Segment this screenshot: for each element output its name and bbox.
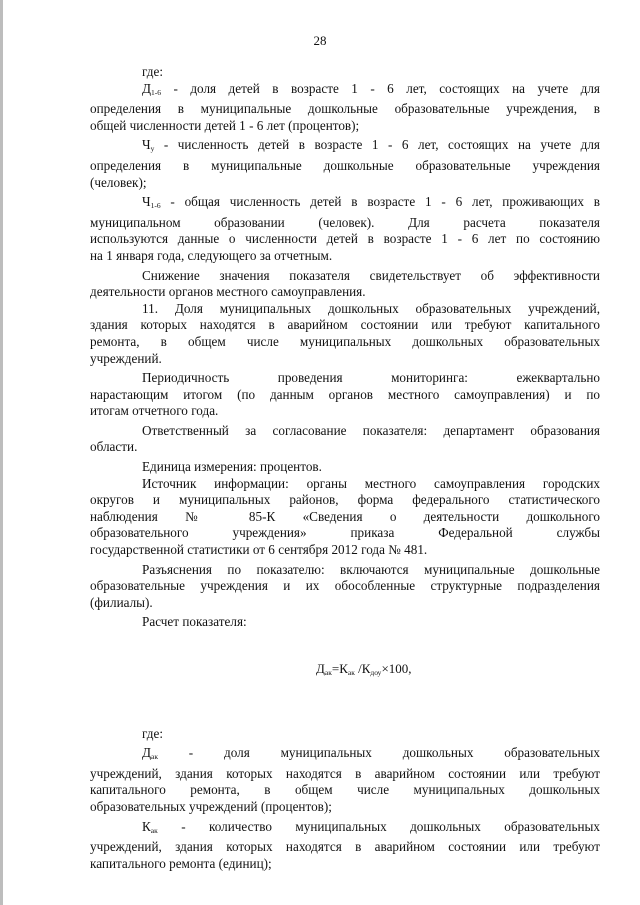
def-kak-line-3: капитального ремонта (единиц); [90, 855, 272, 871]
def-chu-line-3: (человек); [90, 174, 147, 190]
def-d-line-3: общей численности детей 1 - 6 лет (процентов); [90, 117, 360, 133]
calculation-label: Расчет показателя: [142, 614, 247, 630]
def-d-line-1: $Д_{1-6}$ - доля детей в возрасте 1 - 6 лет, состоящих на учете для [142, 80, 600, 97]
source-line-1: Источник информации: органы местного самоуправления городских [142, 475, 600, 491]
def-ch-line-2: муниципальном образовании (человек). Для расчета показателя [90, 214, 600, 230]
item-11-line-2: здания которых находятся в аварийном состоянии или требуют капитального [90, 317, 600, 333]
decline-line-2: деятельности органов местного самоуправления. [90, 284, 366, 300]
decline-line-1: Снижение значения показателя свидетельствует об эффективности [142, 267, 600, 283]
document-body [90, 64, 600, 872]
unit-line: Единица измерения: процентов. [142, 459, 322, 475]
symbol-chu: Ч [142, 137, 151, 153]
symbol-kak-subscript: ак [150, 825, 158, 835]
symbol-d: Д [142, 80, 151, 96]
symbol-dak: Д [142, 745, 151, 761]
page-number: 28 [313, 33, 327, 48]
periodicity-line-2: нарастающим итогом (по данным органов местного самоуправления) и по [90, 386, 600, 402]
def-kak-line-2: учреждений, здания которых находятся в аварийном состоянии или требуют [90, 839, 600, 855]
symbol-ch-subscript: 1-6 [150, 201, 161, 211]
symbol-ch: Ч [142, 194, 151, 210]
item-11-line-1: 11. Доля муниципальных дошкольных образовательных учреждений, [142, 300, 600, 316]
source-line-4: образовательного учреждения» приказа Федеральной службы [90, 525, 600, 541]
def-ch-line-3: используются данные о численности детей в возрасте 1 - 6 лет по состоянию [90, 231, 600, 247]
def-chu-line-2: определения в муниципальные дошкольные образовательные учреждения [90, 157, 600, 173]
symbol-kak: К [142, 818, 151, 834]
def-dak-line-1: $Д_{ак}$ - доля муниципальных дошкольных образовательных [142, 745, 600, 762]
def-d-line-2: определения в муниципальные дошкольные образовательные учреждения, в [90, 101, 600, 117]
responsible-line-2: области. [90, 439, 138, 455]
where-label-2: где: [142, 725, 163, 741]
explanation-line-3: (филиалы). [90, 594, 153, 610]
def-dak-line-2: учреждений, здания которых находятся в аварийном состоянии или требуют [90, 765, 600, 781]
source-line-2: округов и муниципальных районов, форма федерального статистического [90, 492, 600, 508]
symbol-d-subscript: 1-6 [151, 87, 161, 97]
def-kak-line-1: $К_{ак}$ - количество муниципальных дошкольных образовательных [142, 818, 600, 835]
def-dak-line-4: образовательных учреждений (процентов); [90, 798, 332, 814]
where-label-1: где: [142, 64, 163, 79]
symbol-chu-subscript: у [150, 144, 155, 154]
explanation-line-1: Разъяснения по показателю: включаются муниципальные дошкольные [142, 561, 600, 577]
def-ch-line-4: на 1 января года, следующего за отчетным. [90, 247, 333, 263]
item-11-line-3: ремонта, в общем числе муниципальных дошкольных образовательных [90, 333, 600, 349]
source-line-3: наблюдения № 85-К «Сведения о деятельности дошкольного [90, 508, 600, 524]
def-chu-line-1: $Ч_у$ - численность детей в возрасте 1 - 6 лет, состоящих на учете для [142, 137, 600, 154]
periodicity-line-1: Периодичность проведения мониторинга: ежеквартально [142, 370, 600, 386]
symbol-dak-subscript: ак [151, 752, 158, 762]
scan-edge-rule [0, 0, 3, 905]
formula: $Д_{ак}=К_{ак}$ $/К_{доу}\times 100$, [316, 661, 412, 677]
item-11-line-4: учреждений. [90, 350, 162, 366]
periodicity-line-3: итогам отчетного года. [90, 403, 219, 419]
def-dak-line-3: капитального ремонта, в общем числе муниципальных дошкольных [90, 782, 600, 798]
responsible-line-1: Ответственный за согласование показателя: департамент образования [142, 422, 600, 438]
explanation-line-2: образовательные учреждения и их обособленные структурные подразделения [90, 578, 600, 594]
def-ch-line-1: $Ч_{1-6}$ - общая численность детей в возрасте 1 - 6 лет, проживающих в [142, 194, 600, 211]
source-line-5: государственной статистики от 6 сентября 2012 года № 481. [90, 542, 428, 558]
